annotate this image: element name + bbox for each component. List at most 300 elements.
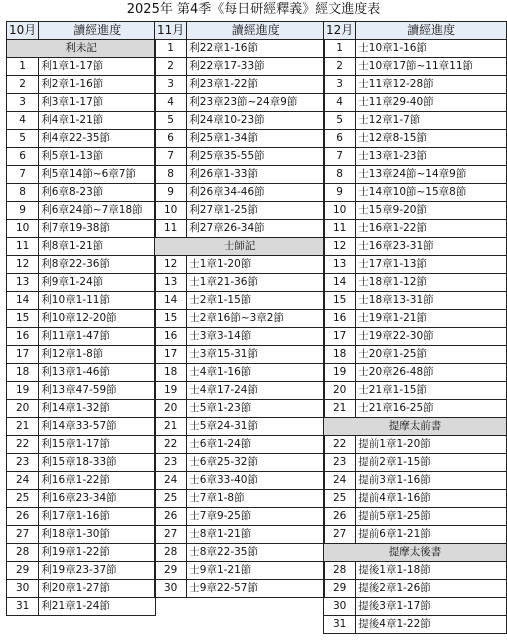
table-row <box>7 526 156 544</box>
day-cell: 26 <box>7 508 39 526</box>
table-row <box>324 202 507 220</box>
reading-cell: 利4章22-35節 <box>39 130 156 148</box>
day-cell: 21 <box>7 418 39 436</box>
day-cell: 3 <box>324 76 356 94</box>
day-cell: 9 <box>7 202 39 220</box>
header-row <box>155 22 325 40</box>
table-row <box>155 58 325 76</box>
reading-cell: 士16章23-31節 <box>356 238 507 256</box>
reading-cell: 士1章1-20節 <box>187 256 325 274</box>
table-row <box>324 94 507 112</box>
day-cell: 24 <box>324 472 356 490</box>
table-row <box>155 544 325 562</box>
day-cell: 13 <box>7 274 39 292</box>
november-block <box>154 21 325 634</box>
table-row <box>155 436 325 454</box>
empty-row <box>7 616 156 634</box>
reading-cell: 士4章1-16節 <box>187 364 325 382</box>
reading-cell: 士10章17節~11章11節 <box>356 58 507 76</box>
reading-cell: 利27章1-25節 <box>187 202 325 220</box>
book-title: 提摩太前書 <box>324 418 507 436</box>
reading-cell: 利25章35-55節 <box>187 148 325 166</box>
table-row <box>324 220 507 238</box>
table-row <box>155 526 325 544</box>
empty-cell <box>7 616 39 634</box>
october-schedule-table <box>6 21 156 634</box>
reading-cell: 利12章1-8節 <box>39 346 156 364</box>
reading-cell: 利10章1-11節 <box>39 292 156 310</box>
day-cell: 28 <box>7 544 39 562</box>
day-cell: 23 <box>155 454 187 472</box>
table-row <box>7 544 156 562</box>
table-row <box>324 238 507 256</box>
table-row <box>324 58 507 76</box>
day-cell: 13 <box>324 256 356 274</box>
table-row <box>155 454 325 472</box>
book-title: 士師記 <box>155 238 325 256</box>
table-row <box>324 130 507 148</box>
day-cell: 22 <box>324 436 356 454</box>
day-cell: 7 <box>7 166 39 184</box>
day-cell: 8 <box>7 184 39 202</box>
table-row <box>7 310 156 328</box>
reading-cell: 利5章14節~6章7節 <box>39 166 156 184</box>
table-row <box>7 184 156 202</box>
reading-cell: 利26章34-46節 <box>187 184 325 202</box>
reading-cell: 利21章1-24節 <box>39 598 156 616</box>
table-row <box>324 400 507 418</box>
reading-cell: 士20章1-25節 <box>356 346 507 364</box>
day-cell: 6 <box>7 148 39 166</box>
table-row <box>324 292 507 310</box>
day-cell: 20 <box>7 400 39 418</box>
day-cell: 6 <box>155 130 187 148</box>
table-row <box>155 364 325 382</box>
table-row <box>7 472 156 490</box>
month-header: 11月 <box>155 22 187 40</box>
reading-cell: 士7章9-25節 <box>187 508 325 526</box>
table-row <box>155 274 325 292</box>
reading-cell: 利20章1-27節 <box>39 580 156 598</box>
day-cell: 4 <box>324 94 356 112</box>
table-row <box>155 220 325 238</box>
day-cell: 29 <box>7 562 39 580</box>
table-row <box>324 508 507 526</box>
day-cell: 29 <box>155 562 187 580</box>
table-row <box>324 562 507 580</box>
reading-cell: 士21章16-25節 <box>356 400 507 418</box>
day-cell: 6 <box>324 130 356 148</box>
table-row <box>324 598 507 616</box>
reading-cell: 提前3章1-16節 <box>356 472 507 490</box>
empty-row <box>155 616 325 634</box>
reading-cell: 士3章3-14節 <box>187 328 325 346</box>
reading-cell: 士10章1-16節 <box>356 40 507 58</box>
table-row <box>324 148 507 166</box>
day-cell: 23 <box>7 454 39 472</box>
empty-row <box>155 598 325 616</box>
reading-cell: 利24章10-23節 <box>187 112 325 130</box>
table-row <box>324 166 507 184</box>
day-cell: 9 <box>324 184 356 202</box>
day-cell: 20 <box>155 400 187 418</box>
empty-cell <box>155 598 187 616</box>
reading-cell: 士1章21-36節 <box>187 274 325 292</box>
table-row <box>324 274 507 292</box>
table-row <box>155 310 325 328</box>
reading-cell: 士4章17-24節 <box>187 382 325 400</box>
reading-cell: 利25章1-34節 <box>187 130 325 148</box>
table-row <box>7 508 156 526</box>
day-cell: 18 <box>155 364 187 382</box>
reading-cell: 士16章1-22節 <box>356 220 507 238</box>
day-cell: 16 <box>155 328 187 346</box>
table-row <box>155 40 325 58</box>
reading-cell: 士9章22-57節 <box>187 580 325 598</box>
table-row <box>155 418 325 436</box>
day-cell: 24 <box>155 472 187 490</box>
table-row <box>155 184 325 202</box>
day-cell: 9 <box>155 184 187 202</box>
table-row <box>155 346 325 364</box>
day-cell: 20 <box>324 382 356 400</box>
reading-cell: 士14章10節~15章8節 <box>356 184 507 202</box>
table-row <box>7 166 156 184</box>
reading-cell: 提前1章1-20節 <box>356 436 507 454</box>
reading-cell: 士2章1-15節 <box>187 292 325 310</box>
day-cell: 11 <box>155 220 187 238</box>
reading-progress-header: 讀經進度 <box>356 22 507 40</box>
day-cell: 2 <box>324 58 356 76</box>
reading-cell: 士21章1-15節 <box>356 382 507 400</box>
table-row <box>324 454 507 472</box>
book-title: 利未記 <box>7 40 156 58</box>
table-row <box>7 220 156 238</box>
day-cell: 10 <box>7 220 39 238</box>
november-schedule-table <box>154 21 325 634</box>
table-row <box>155 580 325 598</box>
table-row <box>7 130 156 148</box>
day-cell: 26 <box>324 508 356 526</box>
table-row <box>155 148 325 166</box>
table-row <box>324 346 507 364</box>
day-cell: 1 <box>7 58 39 76</box>
day-cell: 17 <box>155 346 187 364</box>
october-block <box>6 21 156 634</box>
reading-cell: 士17章1-13節 <box>356 256 507 274</box>
reading-cell: 提後1章1-18節 <box>356 562 507 580</box>
day-cell: 5 <box>7 130 39 148</box>
day-cell: 1 <box>155 40 187 58</box>
day-cell: 30 <box>7 580 39 598</box>
table-row <box>324 364 507 382</box>
day-cell: 25 <box>155 490 187 508</box>
table-row <box>155 562 325 580</box>
empty-cell <box>39 616 156 634</box>
reading-cell: 利13章47-59節 <box>39 382 156 400</box>
table-row <box>7 328 156 346</box>
day-cell: 8 <box>155 166 187 184</box>
month-header: 12月 <box>324 22 356 40</box>
day-cell: 1 <box>324 40 356 58</box>
day-cell: 8 <box>324 166 356 184</box>
reading-cell: 士19章1-21節 <box>356 310 507 328</box>
table-row <box>155 508 325 526</box>
reading-cell: 利23章23節~24章9節 <box>187 94 325 112</box>
reading-cell: 士11章12-28節 <box>356 76 507 94</box>
table-row <box>7 346 156 364</box>
december-schedule-table <box>323 21 507 634</box>
reading-cell: 士18章13-31節 <box>356 292 507 310</box>
day-cell: 15 <box>324 292 356 310</box>
reading-cell: 士19章22-30節 <box>356 328 507 346</box>
reading-cell: 利3章1-17節 <box>39 94 156 112</box>
day-cell: 19 <box>324 364 356 382</box>
reading-cell: 士8章1-21節 <box>187 526 325 544</box>
day-cell: 16 <box>7 328 39 346</box>
reading-cell: 利16章23-34節 <box>39 490 156 508</box>
reading-cell: 提前6章1-21節 <box>356 526 507 544</box>
day-cell: 7 <box>155 148 187 166</box>
reading-cell: 士18章1-12節 <box>356 274 507 292</box>
table-row <box>324 436 507 454</box>
day-cell: 17 <box>324 328 356 346</box>
reading-cell: 提前5章1-25節 <box>356 508 507 526</box>
table-row <box>155 112 325 130</box>
reading-cell: 士7章1-8節 <box>187 490 325 508</box>
day-cell: 31 <box>324 616 356 634</box>
reading-cell: 利1章1-17節 <box>39 58 156 76</box>
table-row <box>324 76 507 94</box>
reading-cell: 士6章25-32節 <box>187 454 325 472</box>
day-cell: 11 <box>324 220 356 238</box>
reading-cell: 士8章22-35節 <box>187 544 325 562</box>
reading-cell: 利4章1-21節 <box>39 112 156 130</box>
day-cell: 14 <box>324 274 356 292</box>
reading-cell: 利19章23-37節 <box>39 562 156 580</box>
table-row <box>7 148 156 166</box>
table-row <box>155 472 325 490</box>
table-row <box>7 292 156 310</box>
table-row <box>155 202 325 220</box>
header-row <box>7 22 156 40</box>
book-section-row <box>324 544 507 562</box>
day-cell: 12 <box>155 256 187 274</box>
reading-cell: 利2章1-16節 <box>39 76 156 94</box>
day-cell: 26 <box>155 508 187 526</box>
day-cell: 13 <box>155 274 187 292</box>
book-section-row <box>324 418 507 436</box>
table-row <box>7 400 156 418</box>
day-cell: 3 <box>7 94 39 112</box>
table-row <box>155 490 325 508</box>
table-row <box>155 328 325 346</box>
day-cell: 25 <box>7 490 39 508</box>
day-cell: 5 <box>324 112 356 130</box>
reading-cell: 利13章1-46節 <box>39 364 156 382</box>
reading-cell: 士6章1-24節 <box>187 436 325 454</box>
table-row <box>7 454 156 472</box>
reading-cell: 利16章1-22節 <box>39 472 156 490</box>
empty-cell <box>155 616 187 634</box>
table-row <box>324 490 507 508</box>
day-cell: 3 <box>155 76 187 94</box>
month-header: 10月 <box>7 22 39 40</box>
day-cell: 18 <box>7 364 39 382</box>
reading-cell: 利6章24節~7章18節 <box>39 202 156 220</box>
reading-cell: 利5章1-13節 <box>39 148 156 166</box>
day-cell: 2 <box>7 76 39 94</box>
table-row <box>7 598 156 616</box>
page-title: 2025年 第4季《每日研經釋義》經文進度表 <box>126 2 381 17</box>
day-cell: 23 <box>324 454 356 472</box>
day-cell: 15 <box>7 310 39 328</box>
table-row <box>7 562 156 580</box>
reading-cell: 士5章24-31節 <box>187 418 325 436</box>
day-cell: 19 <box>155 382 187 400</box>
reading-cell: 士11章29-40節 <box>356 94 507 112</box>
table-row <box>324 112 507 130</box>
table-row <box>7 94 156 112</box>
table-row <box>324 616 507 634</box>
day-cell: 29 <box>324 580 356 598</box>
reading-cell: 提後3章1-17節 <box>356 598 507 616</box>
table-row <box>7 436 156 454</box>
day-cell: 22 <box>7 436 39 454</box>
reading-cell: 利27章26-34節 <box>187 220 325 238</box>
table-row <box>7 580 156 598</box>
reading-cell: 士3章15-31節 <box>187 346 325 364</box>
day-cell: 21 <box>155 418 187 436</box>
table-row <box>7 112 156 130</box>
reading-cell: 利6章8-23節 <box>39 184 156 202</box>
empty-cell <box>187 616 325 634</box>
reading-cell: 士12章1-7節 <box>356 112 507 130</box>
reading-cell: 士9章1-21節 <box>187 562 325 580</box>
table-row <box>155 292 325 310</box>
table-row <box>324 184 507 202</box>
reading-cell: 士20章26-48節 <box>356 364 507 382</box>
reading-cell: 提後4章1-22節 <box>356 616 507 634</box>
table-row <box>155 166 325 184</box>
day-cell: 22 <box>155 436 187 454</box>
reading-cell: 利15章18-33節 <box>39 454 156 472</box>
reading-progress-header: 讀經進度 <box>39 22 156 40</box>
reading-cell: 利7章19-38節 <box>39 220 156 238</box>
reading-cell: 士13章1-23節 <box>356 148 507 166</box>
reading-cell: 士12章8-15節 <box>356 130 507 148</box>
reading-cell: 提前4章1-16節 <box>356 490 507 508</box>
table-row <box>324 256 507 274</box>
table-row <box>7 76 156 94</box>
day-cell: 30 <box>324 598 356 616</box>
december-block <box>323 21 507 634</box>
day-cell: 31 <box>7 598 39 616</box>
book-section-row <box>155 238 325 256</box>
table-row <box>7 58 156 76</box>
table-row <box>155 94 325 112</box>
reading-cell: 利26章1-33節 <box>187 166 325 184</box>
table-row <box>7 418 156 436</box>
table-row <box>7 382 156 400</box>
table-row <box>324 310 507 328</box>
reading-cell: 士5章1-23節 <box>187 400 325 418</box>
book-title: 提摩太後書 <box>324 544 507 562</box>
day-cell: 12 <box>324 238 356 256</box>
reading-cell: 利22章1-16節 <box>187 40 325 58</box>
day-cell: 18 <box>324 346 356 364</box>
day-cell: 2 <box>155 58 187 76</box>
reading-cell: 利23章1-22節 <box>187 76 325 94</box>
reading-cell: 利10章12-20節 <box>39 310 156 328</box>
reading-cell: 利19章1-22節 <box>39 544 156 562</box>
day-cell: 16 <box>324 310 356 328</box>
table-row <box>324 472 507 490</box>
header-row <box>324 22 507 40</box>
reading-cell: 利18章1-30節 <box>39 526 156 544</box>
day-cell: 24 <box>7 472 39 490</box>
day-cell: 4 <box>155 94 187 112</box>
day-cell: 5 <box>155 112 187 130</box>
reading-cell: 利8章1-21節 <box>39 238 156 256</box>
table-row <box>7 274 156 292</box>
table-row <box>324 328 507 346</box>
day-cell: 11 <box>7 238 39 256</box>
reading-cell: 士13章24節~14章9節 <box>356 166 507 184</box>
table-row <box>324 580 507 598</box>
day-cell: 7 <box>324 148 356 166</box>
table-row <box>155 382 325 400</box>
table-row <box>155 400 325 418</box>
table-row <box>324 382 507 400</box>
reading-cell: 提前2章1-15節 <box>356 454 507 472</box>
day-cell: 17 <box>7 346 39 364</box>
empty-cell <box>187 598 325 616</box>
reading-cell: 利9章1-24節 <box>39 274 156 292</box>
reading-cell: 利15章1-17節 <box>39 436 156 454</box>
table-row <box>324 526 507 544</box>
day-cell: 28 <box>155 544 187 562</box>
book-section-row <box>7 40 156 58</box>
reading-cell: 利11章1-47節 <box>39 328 156 346</box>
reading-cell: 利22章17-33節 <box>187 58 325 76</box>
day-cell: 10 <box>155 202 187 220</box>
day-cell: 15 <box>155 310 187 328</box>
day-cell: 21 <box>324 400 356 418</box>
day-cell: 10 <box>324 202 356 220</box>
reading-cell: 士15章9-20節 <box>356 202 507 220</box>
table-row <box>155 76 325 94</box>
reading-cell: 士6章33-40節 <box>187 472 325 490</box>
reading-cell: 利14章1-32節 <box>39 400 156 418</box>
day-cell: 19 <box>7 382 39 400</box>
day-cell: 27 <box>324 526 356 544</box>
day-cell: 12 <box>7 256 39 274</box>
reading-cell: 利17章1-16節 <box>39 508 156 526</box>
table-row <box>7 256 156 274</box>
reading-cell: 士2章16節~3章2節 <box>187 310 325 328</box>
table-row <box>324 40 507 58</box>
reading-cell: 利8章22-36節 <box>39 256 156 274</box>
table-row <box>155 256 325 274</box>
day-cell: 27 <box>155 526 187 544</box>
day-cell: 14 <box>155 292 187 310</box>
table-row <box>155 130 325 148</box>
table-row <box>7 364 156 382</box>
table-row <box>7 202 156 220</box>
table-row <box>7 490 156 508</box>
day-cell: 14 <box>7 292 39 310</box>
